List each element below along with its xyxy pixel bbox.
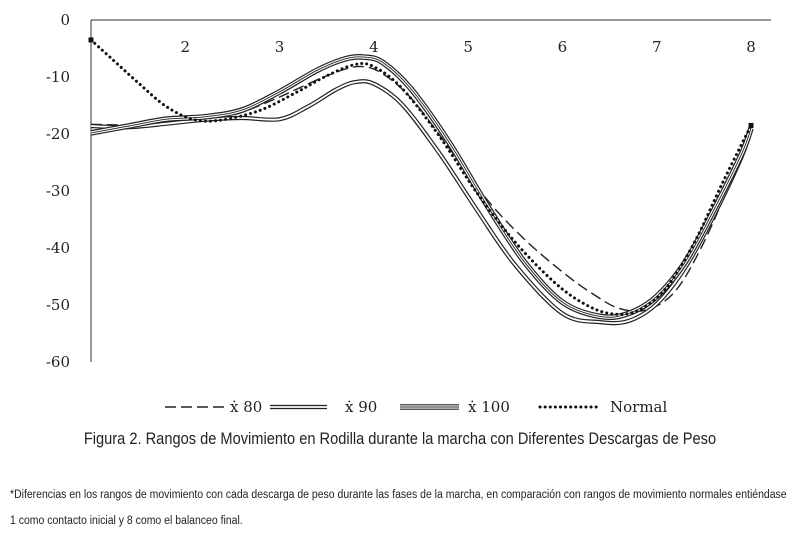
legend-item [270, 398, 377, 416]
y-tick-label: -20 [45, 125, 70, 143]
x-tick-label: 2 [180, 38, 191, 56]
series-triple-line [91, 57, 751, 318]
y-tick-label: -40 [45, 239, 70, 257]
y-tick-label: -50 [45, 296, 70, 314]
legend-item [400, 398, 510, 416]
x-tick-label: 8 [746, 38, 756, 56]
y-tick-label: -30 [45, 182, 70, 200]
x-axis [91, 20, 771, 56]
figure-footnote: *Diferencias en los rangos de movimiento con cada descarga de peso durante las fases de la marcha, en comparación con rangos de movimiento normales entiéndase 1 como contacto inicial y 8 como el balanceo final. [10, 489, 787, 527]
legend-label: Normal [610, 398, 668, 416]
normal-end-marker [749, 123, 754, 128]
series-triple-line-stroke-gap [91, 57, 751, 318]
legend-label: ẋ 80 [230, 398, 263, 416]
y-tick-label: 0 [60, 11, 70, 29]
legend-item [165, 398, 262, 416]
legend-label: ẋ 100 [468, 398, 510, 416]
normal-start-marker [89, 37, 94, 42]
legend-label: ẋ 90 [345, 398, 378, 416]
series-dotted-line-stroke [91, 40, 751, 314]
legend [165, 398, 667, 416]
series-lines [89, 37, 754, 323]
x-tick-label: 7 [651, 38, 662, 56]
y-tick-label: -60 [45, 353, 70, 371]
x-tick-label: 4 [369, 38, 379, 56]
y-tick-label: -10 [45, 68, 70, 86]
series-dotted-line [91, 40, 751, 314]
figure-caption: Figura 2. Rangos de Movimiento en Rodilla durante la marcha con Diferentes Descargas de Peso [83, 429, 717, 448]
x-tick-label: 5 [463, 38, 473, 56]
x-tick-label: 6 [557, 38, 568, 56]
x-tick-label: 3 [274, 38, 285, 56]
series-triple-line-stroke-inner [91, 57, 751, 318]
legend-item [540, 398, 667, 416]
series-triple-line-stroke-outer [91, 57, 751, 318]
y-axis [46, 11, 91, 371]
